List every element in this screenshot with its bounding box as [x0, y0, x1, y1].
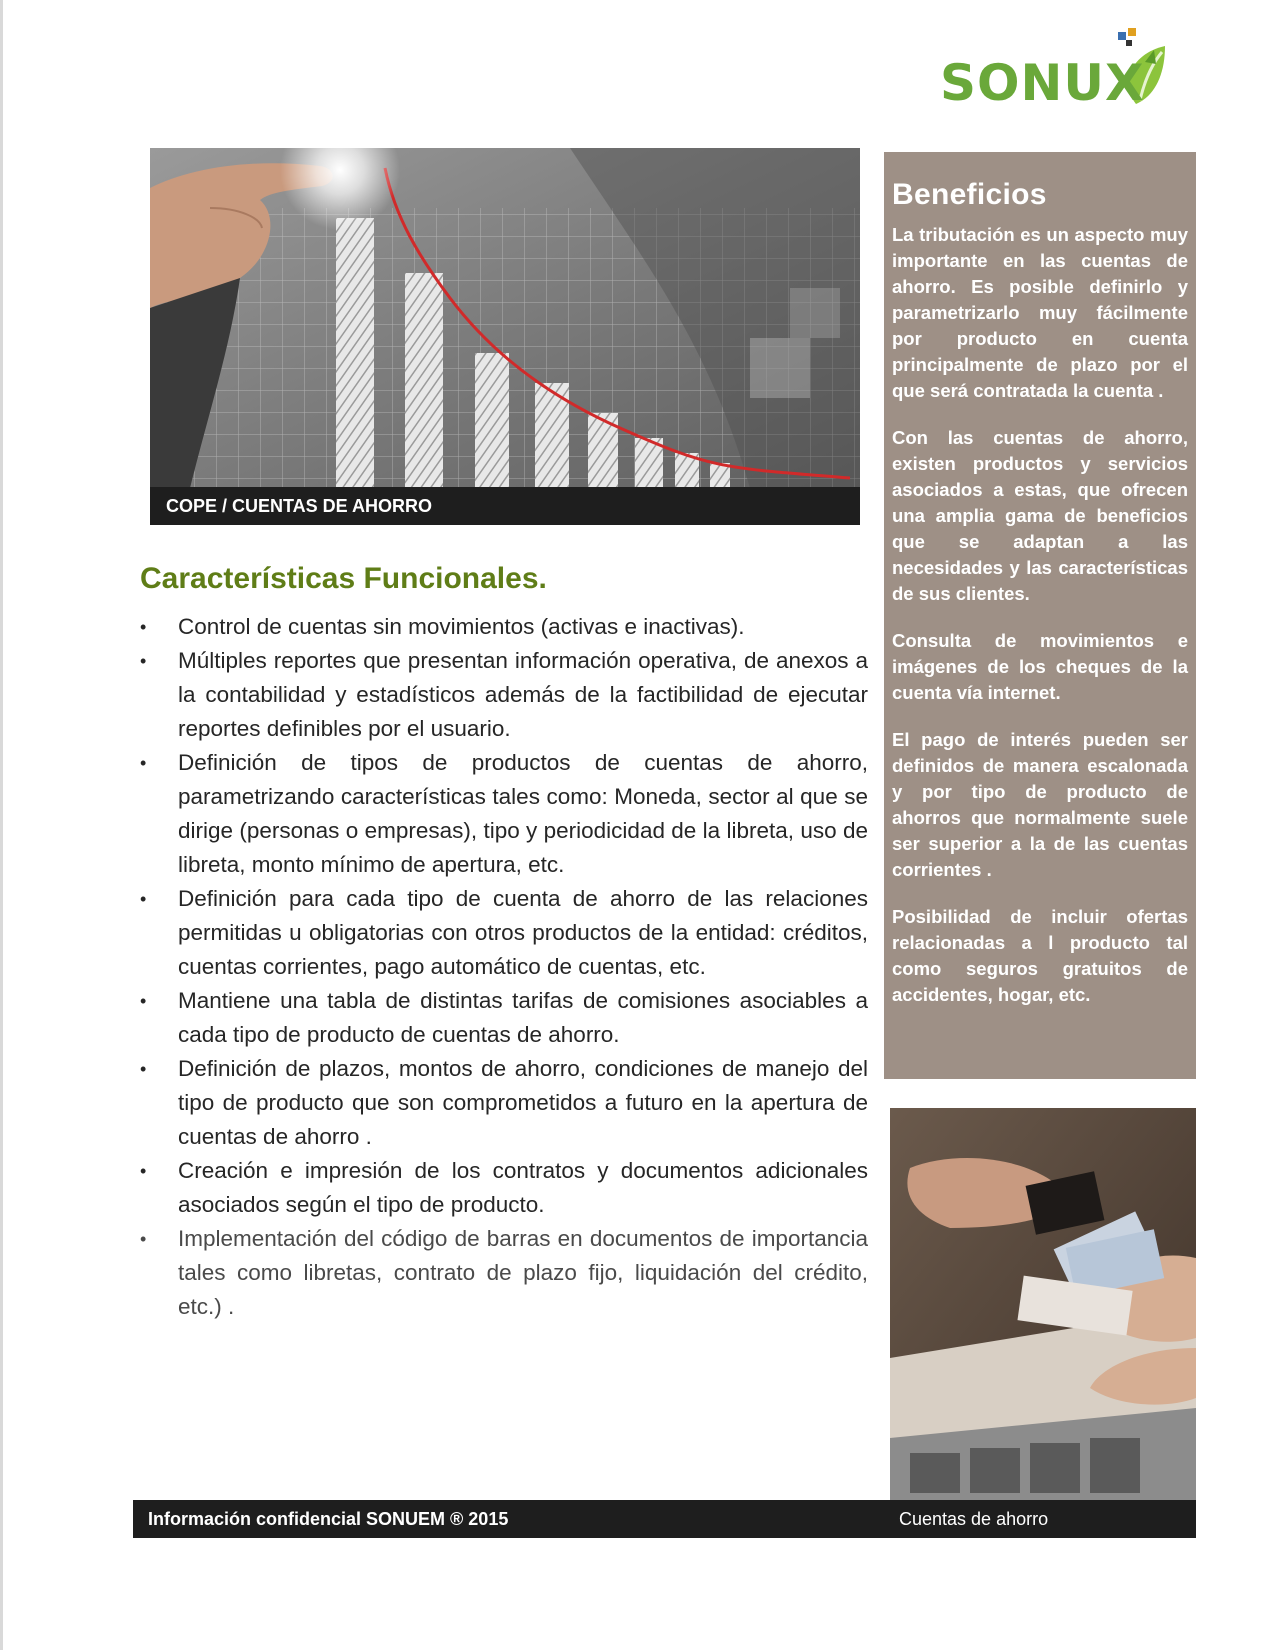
- benefit-paragraph: Con las cuentas de ahorro, existen productos y servicios asociados a estas, que ofrecen una amplia gama de beneficios que se adaptan a las necesidades y las características de sus clientes.: [892, 427, 1188, 604]
- list-item-text: Control de cuentas sin movimientos (activas e inactivas).: [178, 614, 745, 639]
- benefit-paragraph: Posibilidad de incluir ofertas relacionadas a l producto tal como seguros gratuitos de accidentes, hogar, etc.: [892, 906, 1188, 1005]
- bullet-icon: •: [140, 1229, 147, 1249]
- sonux-logo: [940, 24, 1180, 114]
- footer-section-title: Cuentas de ahorro: [899, 1509, 1049, 1529]
- bullet-icon: •: [140, 1161, 147, 1181]
- benefit-paragraph: El pago de interés pueden ser definidos de manera escalonada y por tipo de producto de ahorros que normalmente suele ser superior a la de las cuentas corrientes .: [892, 729, 1188, 880]
- footer-bar: [133, 1500, 1196, 1538]
- hero-image: [150, 148, 860, 488]
- bullet-icon: •: [140, 651, 147, 671]
- bullet-icon: •: [140, 1059, 147, 1079]
- bullet-icon: •: [140, 617, 147, 637]
- cash-exchange-photo: [890, 1108, 1196, 1500]
- list-item: [140, 610, 868, 644]
- benefits-title: Beneficios: [892, 178, 1047, 211]
- list-item: [140, 1222, 868, 1324]
- list-item: [140, 1052, 868, 1154]
- benefits-sidebar: [884, 152, 1196, 1079]
- features-list: [140, 610, 868, 1324]
- list-item-text: Mantiene una tabla de distintas tarifas de comisiones asociables a cada tipo de producto de cuentas de ahorro.: [178, 988, 868, 1047]
- bullet-icon: •: [140, 889, 147, 909]
- footer-confidential: Información confidencial SONUEM ® 2015: [148, 1509, 509, 1529]
- list-item: [140, 1154, 868, 1222]
- list-item: [140, 644, 868, 746]
- logo-text: SONUX: [940, 54, 1145, 112]
- features-title: Características Funcionales.: [140, 562, 547, 595]
- bullet-icon: •: [140, 753, 147, 773]
- list-item-text: Definición de tipos de productos de cuentas de ahorro, parametrizando características tales como: Moneda, sector al que se dirige (personas o empresas), tipo y periodicidad de la libreta, uso de libreta, monto mínimo de apertura, etc.: [178, 750, 868, 877]
- list-item-text: Implementación del código de barras en documentos de importancia tales como libretas, contrato de plazo fijo, liquidación del crédito, etc.) .: [178, 1226, 868, 1319]
- hero-caption: COPE / CUENTAS DE AHORRO: [150, 487, 860, 525]
- list-item: [140, 984, 868, 1052]
- list-item-text: Definición de plazos, montos de ahorro, condiciones de manejo del tipo de producto que son comprometidos a futuro en la apertura de cuentas de ahorro .: [178, 1056, 868, 1149]
- list-item: [140, 882, 868, 984]
- list-item-text: Múltiples reportes que presentan información operativa, de anexos a la contabilidad y estadísticos además de la factibilidad de ejecutar reportes definibles por el usuario.: [178, 648, 868, 741]
- page-edge: [0, 0, 3, 1650]
- list-item: [140, 746, 868, 882]
- benefit-paragraph: Consulta de movimientos e imágenes de los cheques de la cuenta vía internet.: [892, 630, 1188, 703]
- bullet-icon: •: [140, 991, 147, 1011]
- list-item-text: Definición para cada tipo de cuenta de ahorro de las relaciones permitidas u obligatorias con otros productos de la entidad: créditos, cuentas corrientes, pago automático de cuentas, etc.: [178, 886, 868, 979]
- list-item-text: Creación e impresión de los contratos y documentos adicionales asociados según el tipo de producto.: [178, 1158, 868, 1217]
- benefit-paragraph: La tributación es un aspecto muy importante en las cuentas de ahorro. Es posible definirlo y parametrizarlo muy fácilmente por producto en cuenta principalmente de plazo por el que será contratada la cuenta .: [892, 224, 1188, 401]
